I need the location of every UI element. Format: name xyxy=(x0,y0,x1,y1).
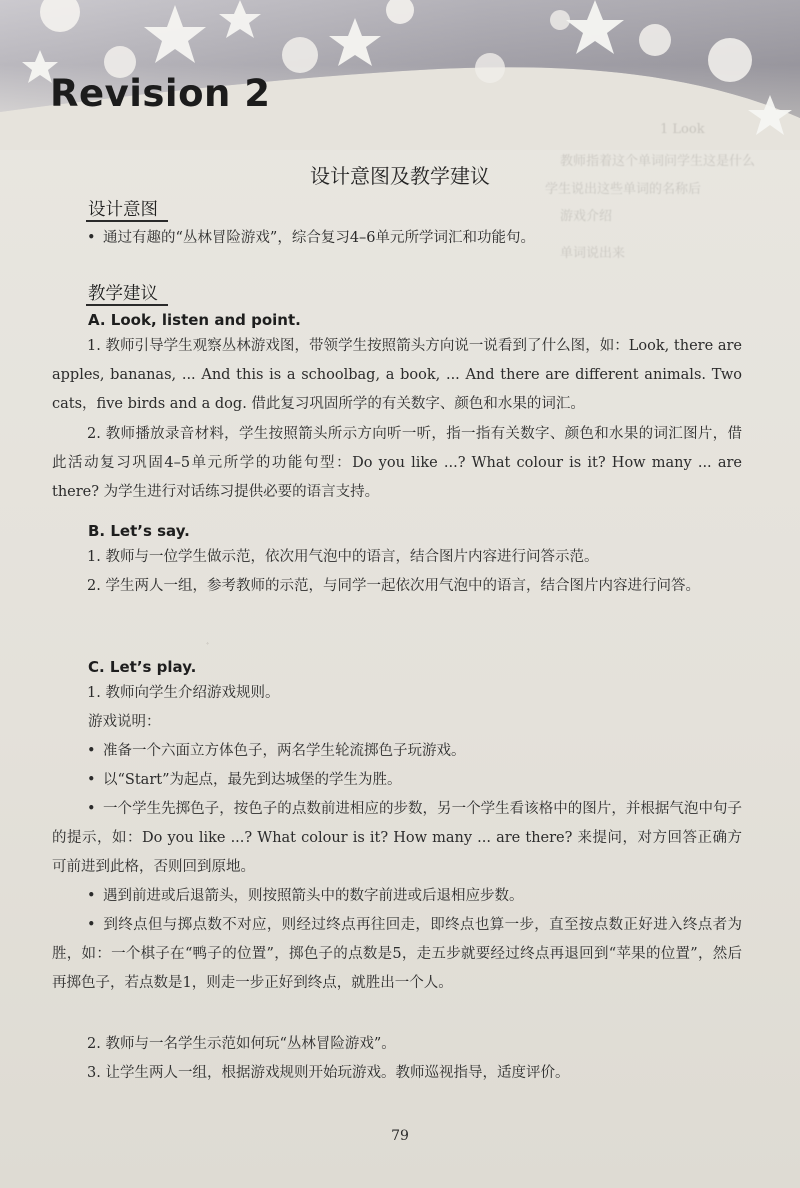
unit-title: Revision 2 xyxy=(50,72,271,115)
bullet-dot-icon: • xyxy=(87,917,96,933)
show-through-text: 单词说出来 xyxy=(560,246,626,261)
section-b-paragraph-1: 1. 教师与一位学生做示范，依次用气泡中的语言，结合图片内容进行问答示范。 xyxy=(87,549,599,565)
show-through-text: 教师指着这个单词问学生这是什么 xyxy=(560,154,756,169)
list-item: • 准备一个六面立方体色子，两名学生轮流掷色子玩游戏。 xyxy=(52,737,742,766)
circle-shape-icon xyxy=(475,53,505,83)
section-b-paragraph-2: 2. 学生两人一组，参考教师的示范，与同学一起依次用气泡中的语言，结合图片内容进行问答。 xyxy=(87,578,700,594)
section-a-title: A. Look, listen and point. xyxy=(88,311,301,329)
list-item: • 到终点但与掷点数不对应，则经过终点再往回走，即终点也算一步，直至按点数正好进入终点者为胜，如：一个棋子在“鸭子的位置”，掷色子的点数是5，走五步就要经过终点再退回到“苹果的位置”，然后再掷色子，若点数是1，则走一步正好到终点，就胜出一个人。 xyxy=(52,911,742,998)
section-c-paragraph-1: 1. 教师向学生介绍游戏规则。 xyxy=(87,685,280,701)
section-divider xyxy=(86,304,168,306)
list-item: • 一个学生先掷色子，按色子的点数前进相应的步数，另一个学生看该格中的图片，并根据气泡中句子的提示，如：Do you like ...? What colour is it? How many ... are there? 来提问，对方回答正确方可前进到此格，否则回到原地。 xyxy=(52,795,742,882)
show-through-text: 游戏介绍 xyxy=(560,209,613,224)
teaching-suggestions-title: 教学建议 xyxy=(88,284,158,304)
stray-mark: ﾞ xyxy=(206,643,211,653)
bullet-dot-icon: • xyxy=(87,230,96,246)
page-number: 79 xyxy=(391,1128,409,1144)
section-c-paragraph-3: 3. 让学生两人一组，根据游戏规则开始玩游戏。教师巡视指导，适度评价。 xyxy=(87,1065,570,1081)
section-a-paragraph-2: 2. 教师播放录音材料，学生按照箭头所示方向听一听，指一指有关数字、颜色和水果的词汇图片，借此活动复习巩固4–5单元所学的功能句型：Do you like ...? What colour is it? How many ... are there? 为学生进行对话练习提供必要的语言支持。 xyxy=(52,426,742,500)
list-item: • 以“Start”为起点，最先到达城堡的学生为胜。 xyxy=(52,766,742,795)
rules-label: 游戏说明： xyxy=(88,714,161,730)
circle-shape-icon xyxy=(282,37,318,73)
circle-shape-icon xyxy=(639,24,671,56)
bullet-dot-icon: • xyxy=(87,888,96,904)
bullet-dot-icon: • xyxy=(87,801,96,817)
show-through-text: 学生说出这些单词的名称后 xyxy=(545,182,702,197)
page-heading: 设计意图及教学建议 xyxy=(310,164,490,188)
list-item: • 通过有趣的“丛林冒险游戏”，综合复习4–6单元所学词汇和功能句。 xyxy=(52,224,742,253)
circle-shape-icon xyxy=(708,38,752,82)
section-a-paragraph-1: 1. 教师引导学生观察丛林游戏图，带领学生按照箭头方向说一说看到了什么图，如：Look, there are apples, bananas, ... And this is a schoolbag, a book, ... And there are different animals. Two cats，five birds and a dog. 借此复习巩固所学的有关数字、颜色和水果的词汇。 xyxy=(52,338,742,412)
section-c-title: C. Let’s play. xyxy=(88,658,197,676)
design-intent-title: 设计意图 xyxy=(88,200,158,220)
section-c-paragraph-2: 2. 教师与一名学生示范如何玩“丛林冒险游戏”。 xyxy=(87,1036,396,1052)
show-through-text: 1 Look xyxy=(660,122,705,137)
section-b-title: B. Let’s say. xyxy=(88,522,190,540)
bullet-dot-icon: • xyxy=(87,743,96,759)
bullet-dot-icon: • xyxy=(87,772,96,788)
list-item: • 遇到前进或后退箭头，则按照箭头中的数字前进或后退相应步数。 xyxy=(52,882,742,911)
section-divider xyxy=(86,220,168,222)
